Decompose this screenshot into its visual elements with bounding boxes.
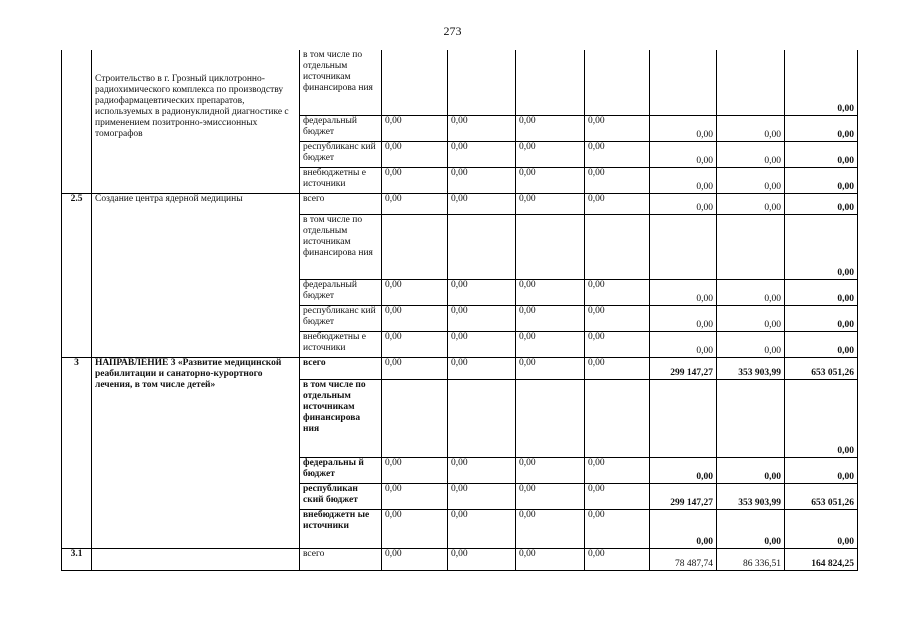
funding-source: всего xyxy=(300,357,382,379)
value-cell xyxy=(717,379,785,457)
total-cell: 0,00 xyxy=(785,167,858,193)
total-cell: 0,00 xyxy=(785,457,858,483)
funding-source: в том числе по отдельным источникам финансирова ния xyxy=(300,379,382,457)
total-cell: 0,00 xyxy=(785,331,858,357)
value-cell: 0,00 xyxy=(448,167,516,193)
table-row xyxy=(62,548,858,570)
direction-name: НАПРАВЛЕНИЕ 3 «Развитие медицинской реабилитации и санаторно-курортного лечения, в том числе детей» xyxy=(92,357,300,548)
value-cell: 0,00 xyxy=(585,548,650,570)
value-cell xyxy=(382,214,448,279)
value-cell: 0,00 xyxy=(516,193,585,214)
value-cell: 0,00 xyxy=(382,509,448,548)
value-cell: 0,00 xyxy=(717,509,785,548)
total-cell: 0,00 xyxy=(785,193,858,214)
total-cell: 0,00 xyxy=(785,115,858,141)
value-cell xyxy=(516,50,585,115)
value-cell: 0,00 xyxy=(717,193,785,214)
value-cell: 353 903,99 xyxy=(717,357,785,379)
value-cell: 0,00 xyxy=(448,509,516,548)
funding-source: внебюджетны е источники xyxy=(300,331,382,357)
total-cell: 0,00 xyxy=(785,279,858,305)
budget-table xyxy=(61,50,858,571)
value-cell: 0,00 xyxy=(382,193,448,214)
total-cell: 653 051,26 xyxy=(785,483,858,509)
total-cell: 0,00 xyxy=(785,141,858,167)
value-cell: 299 147,27 xyxy=(650,357,717,379)
value-cell xyxy=(382,379,448,457)
value-cell: 0,00 xyxy=(717,305,785,331)
value-cell: 0,00 xyxy=(516,331,585,357)
total-cell: 0,00 xyxy=(785,379,858,457)
value-cell: 0,00 xyxy=(585,141,650,167)
value-cell xyxy=(650,214,717,279)
page-number: 273 xyxy=(443,24,462,38)
value-cell xyxy=(516,214,585,279)
value-cell: 0,00 xyxy=(585,483,650,509)
value-cell: 0,00 xyxy=(650,331,717,357)
value-cell xyxy=(448,379,516,457)
funding-source: внебюджетн ые источники xyxy=(300,509,382,548)
value-cell: 0,00 xyxy=(717,457,785,483)
value-cell: 0,00 xyxy=(448,305,516,331)
funding-source: федеральный бюджет xyxy=(300,115,382,141)
value-cell: 0,00 xyxy=(382,457,448,483)
value-cell: 0,00 xyxy=(448,115,516,141)
value-cell: 0,00 xyxy=(516,279,585,305)
funding-source: всего xyxy=(300,193,382,214)
value-cell: 0,00 xyxy=(516,509,585,548)
value-cell: 0,00 xyxy=(585,357,650,379)
value-cell: 0,00 xyxy=(650,193,717,214)
value-cell: 0,00 xyxy=(585,193,650,214)
value-cell: 0,00 xyxy=(448,483,516,509)
value-cell: 0,00 xyxy=(382,115,448,141)
total-cell: 0,00 xyxy=(785,305,858,331)
total-cell: 164 824,25 xyxy=(785,548,858,570)
funding-source: республиканс кий бюджет xyxy=(300,305,382,331)
table-row xyxy=(62,193,858,214)
row-number: 3.1 xyxy=(62,548,92,570)
value-cell: 0,00 xyxy=(650,457,717,483)
value-cell: 0,00 xyxy=(717,141,785,167)
value-cell: 0,00 xyxy=(585,115,650,141)
value-cell: 0,00 xyxy=(516,457,585,483)
value-cell: 0,00 xyxy=(448,331,516,357)
value-cell: 0,00 xyxy=(585,509,650,548)
value-cell: 0,00 xyxy=(516,483,585,509)
funding-source: в том числе по отдельным источникам финансирова ния xyxy=(300,50,382,115)
value-cell: 0,00 xyxy=(717,279,785,305)
value-cell: 0,00 xyxy=(448,457,516,483)
total-cell: 653 051,26 xyxy=(785,357,858,379)
value-cell: 0,00 xyxy=(516,167,585,193)
row-number: 2.5 xyxy=(62,193,92,357)
value-cell: 0,00 xyxy=(382,167,448,193)
table-row xyxy=(62,357,858,379)
row-number xyxy=(62,50,92,193)
value-cell: 0,00 xyxy=(448,141,516,167)
value-cell: 0,00 xyxy=(585,457,650,483)
value-cell: 0,00 xyxy=(448,357,516,379)
value-cell: 0,00 xyxy=(516,357,585,379)
value-cell: 0,00 xyxy=(382,331,448,357)
value-cell: 0,00 xyxy=(382,548,448,570)
value-cell xyxy=(516,379,585,457)
table-row xyxy=(62,50,858,115)
value-cell xyxy=(650,50,717,115)
value-cell: 0,00 xyxy=(585,167,650,193)
value-cell: 0,00 xyxy=(516,305,585,331)
value-cell: 0,00 xyxy=(650,305,717,331)
row-number: 3 xyxy=(62,357,92,548)
total-cell: 0,00 xyxy=(785,509,858,548)
total-cell: 0,00 xyxy=(785,214,858,279)
funding-source: всего xyxy=(300,548,382,570)
funding-source: республикан ский бюджет xyxy=(300,483,382,509)
total-cell: 0,00 xyxy=(785,50,858,115)
value-cell: 0,00 xyxy=(448,193,516,214)
funding-source: республиканс кий бюджет xyxy=(300,141,382,167)
value-cell: 86 336,51 xyxy=(717,548,785,570)
value-cell xyxy=(717,214,785,279)
value-cell xyxy=(448,214,516,279)
value-cell: 0,00 xyxy=(516,548,585,570)
activity-name xyxy=(92,548,300,570)
value-cell xyxy=(650,379,717,457)
value-cell xyxy=(585,50,650,115)
value-cell: 0,00 xyxy=(650,115,717,141)
funding-source: федеральны й бюджет xyxy=(300,457,382,483)
value-cell xyxy=(717,50,785,115)
value-cell: 0,00 xyxy=(650,279,717,305)
value-cell: 0,00 xyxy=(382,483,448,509)
funding-source: федеральный бюджет xyxy=(300,279,382,305)
value-cell: 0,00 xyxy=(650,141,717,167)
value-cell: 0,00 xyxy=(448,279,516,305)
value-cell: 0,00 xyxy=(516,141,585,167)
value-cell: 0,00 xyxy=(585,331,650,357)
value-cell: 0,00 xyxy=(382,305,448,331)
value-cell xyxy=(448,50,516,115)
value-cell: 0,00 xyxy=(516,115,585,141)
value-cell xyxy=(382,50,448,115)
value-cell: 0,00 xyxy=(382,357,448,379)
value-cell: 0,00 xyxy=(650,509,717,548)
value-cell: 0,00 xyxy=(585,279,650,305)
value-cell: 299 147,27 xyxy=(650,483,717,509)
value-cell xyxy=(585,214,650,279)
activity-name: Создание центра ядерной медицины xyxy=(92,193,300,357)
value-cell: 0,00 xyxy=(717,167,785,193)
value-cell: 0,00 xyxy=(585,305,650,331)
funding-source: внебюджетны е источники xyxy=(300,167,382,193)
funding-source: в том числе по отдельным источникам финансирова ния xyxy=(300,214,382,279)
value-cell: 0,00 xyxy=(717,331,785,357)
activity-name: Строительство в г. Грозный циклотронно-радиохимического комплекса по производству радиофармацевтических препаратов, используемых в радионуклидной диагностике с применением позитронно-эмиссионных томографов xyxy=(92,50,300,193)
value-cell: 0,00 xyxy=(650,167,717,193)
value-cell: 353 903,99 xyxy=(717,483,785,509)
value-cell: 0,00 xyxy=(717,115,785,141)
value-cell xyxy=(585,379,650,457)
value-cell: 0,00 xyxy=(382,279,448,305)
value-cell: 0,00 xyxy=(448,548,516,570)
value-cell: 0,00 xyxy=(382,141,448,167)
value-cell: 78 487,74 xyxy=(650,548,717,570)
